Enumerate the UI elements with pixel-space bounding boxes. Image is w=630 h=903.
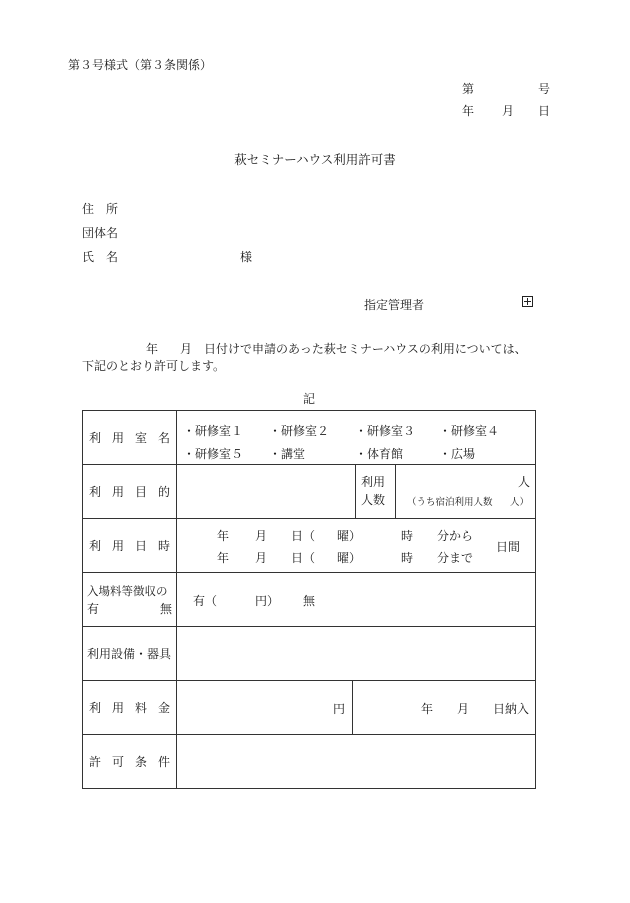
- fee-no[interactable]: 無: [303, 594, 316, 608]
- equipment-cell[interactable]: [177, 627, 536, 681]
- divider: [355, 465, 356, 518]
- charge-year: 年: [421, 702, 434, 716]
- divider: [352, 681, 353, 734]
- date-day: 日: [538, 104, 551, 118]
- label-char: 条: [134, 755, 147, 769]
- form-number: 第３号様式（第３条関係）: [68, 58, 213, 72]
- row-conditions: [83, 735, 536, 789]
- users-unit: 人: [518, 475, 531, 489]
- users-sub: （うち宿泊利用人数: [407, 497, 493, 508]
- label-char: 利: [89, 701, 102, 715]
- label-char: 料: [134, 701, 147, 715]
- fee-collect-label: [83, 573, 177, 627]
- room-options: [177, 411, 536, 465]
- row-charge: [83, 681, 536, 735]
- fee-yen: 円）: [255, 594, 280, 608]
- label-char: 時: [157, 539, 170, 553]
- date-month: 月: [502, 104, 515, 118]
- body-month: 月: [180, 342, 193, 356]
- label-char: 件: [157, 755, 170, 769]
- conditions-label: [83, 735, 177, 789]
- dt-hour: 時: [401, 529, 414, 543]
- purpose-label: [83, 465, 177, 519]
- dt-day: 日（: [291, 529, 316, 543]
- ki-heading: 記: [303, 392, 316, 406]
- charge-month: 月: [457, 702, 470, 716]
- body-line1: 日付けで申請のあった萩セミナーハウスの利用については、: [204, 342, 527, 356]
- permit-table: [82, 410, 536, 789]
- equipment-label-text: 利用設備・器具: [87, 647, 172, 661]
- number-prefix: 第: [462, 82, 475, 96]
- divider: [395, 465, 396, 518]
- room-option[interactable]: ・研修室１: [183, 424, 244, 438]
- label-char: 可: [111, 755, 124, 769]
- equipment-label: [83, 627, 177, 681]
- fee-collect-label-no: 無: [159, 601, 172, 616]
- row-equipment: [83, 627, 536, 681]
- fee-collect-cell: [177, 573, 536, 627]
- dt-year: 年: [217, 529, 230, 543]
- honorific: 様: [240, 250, 253, 264]
- row-datetime: [83, 519, 536, 573]
- fee-yes[interactable]: 有（: [193, 594, 218, 608]
- label-char: 利: [89, 431, 102, 445]
- label-char: 許: [89, 755, 102, 769]
- fee-collect-label-1: 入場料等徴収の: [87, 583, 168, 598]
- fee-collect-label-yes: 有: [87, 601, 100, 616]
- label-char: 名: [157, 431, 170, 445]
- name-label: 氏 名: [82, 250, 119, 264]
- dt-weekday: 曜）: [337, 551, 362, 565]
- dt-from: 分から: [437, 529, 474, 543]
- room-option[interactable]: ・研修室４: [439, 424, 500, 438]
- users-label-1: 利用: [361, 475, 386, 489]
- seal-icon: [522, 296, 533, 307]
- dt-day: 日（: [291, 551, 316, 565]
- room-option[interactable]: ・研修室５: [183, 447, 244, 461]
- row-room: [83, 411, 536, 465]
- dt-days: 日間: [496, 540, 521, 554]
- group-label: 団体名: [82, 226, 119, 240]
- room-option[interactable]: ・研修室２: [269, 424, 330, 438]
- label-char: 用: [111, 701, 124, 715]
- room-option[interactable]: ・研修室３: [355, 424, 416, 438]
- row-purpose: [83, 465, 536, 519]
- label-char: 日: [134, 539, 147, 553]
- label-char: 室: [134, 431, 147, 445]
- dt-to: 分まで: [437, 551, 474, 565]
- dt-month: 月: [255, 529, 268, 543]
- label-char: 用: [111, 485, 124, 499]
- charge-label: [83, 681, 177, 735]
- address-label: 住 所: [82, 202, 119, 216]
- datetime-label: [83, 519, 177, 573]
- dt-hour: 時: [401, 551, 414, 565]
- label-char: 的: [157, 485, 170, 499]
- label-char: 用: [111, 431, 124, 445]
- users-sub-unit: 人）: [510, 497, 530, 508]
- label-char: 用: [111, 539, 124, 553]
- charge-yen: 円: [333, 702, 346, 716]
- room-option[interactable]: ・体育館: [355, 447, 404, 461]
- charge-cell: [177, 681, 536, 735]
- room-option[interactable]: ・講堂: [269, 447, 306, 461]
- number-suffix: 号: [538, 82, 551, 96]
- label-char: 利: [89, 539, 102, 553]
- label-char: 金: [157, 701, 170, 715]
- room-option[interactable]: ・広場: [439, 447, 476, 461]
- manager-label: 指定管理者: [364, 298, 425, 312]
- users-label-2: 人数: [361, 493, 386, 507]
- document-title: 萩セミナーハウス利用許可書: [234, 152, 396, 167]
- label-char: 利: [89, 485, 102, 499]
- label-char: 目: [134, 485, 147, 499]
- charge-paid: 日納入: [493, 702, 530, 716]
- purpose-users-cell: [177, 465, 536, 519]
- date-year: 年: [462, 104, 475, 118]
- row-admission-fee: [83, 573, 536, 627]
- room-label: [83, 411, 177, 465]
- dt-year: 年: [217, 551, 230, 565]
- dt-weekday: 曜）: [337, 529, 362, 543]
- body-line2: 下記のとおり許可します。: [82, 359, 226, 373]
- body-year: 年: [146, 342, 159, 356]
- conditions-cell[interactable]: [177, 735, 536, 789]
- datetime-cell: [177, 519, 536, 573]
- dt-month: 月: [255, 551, 268, 565]
